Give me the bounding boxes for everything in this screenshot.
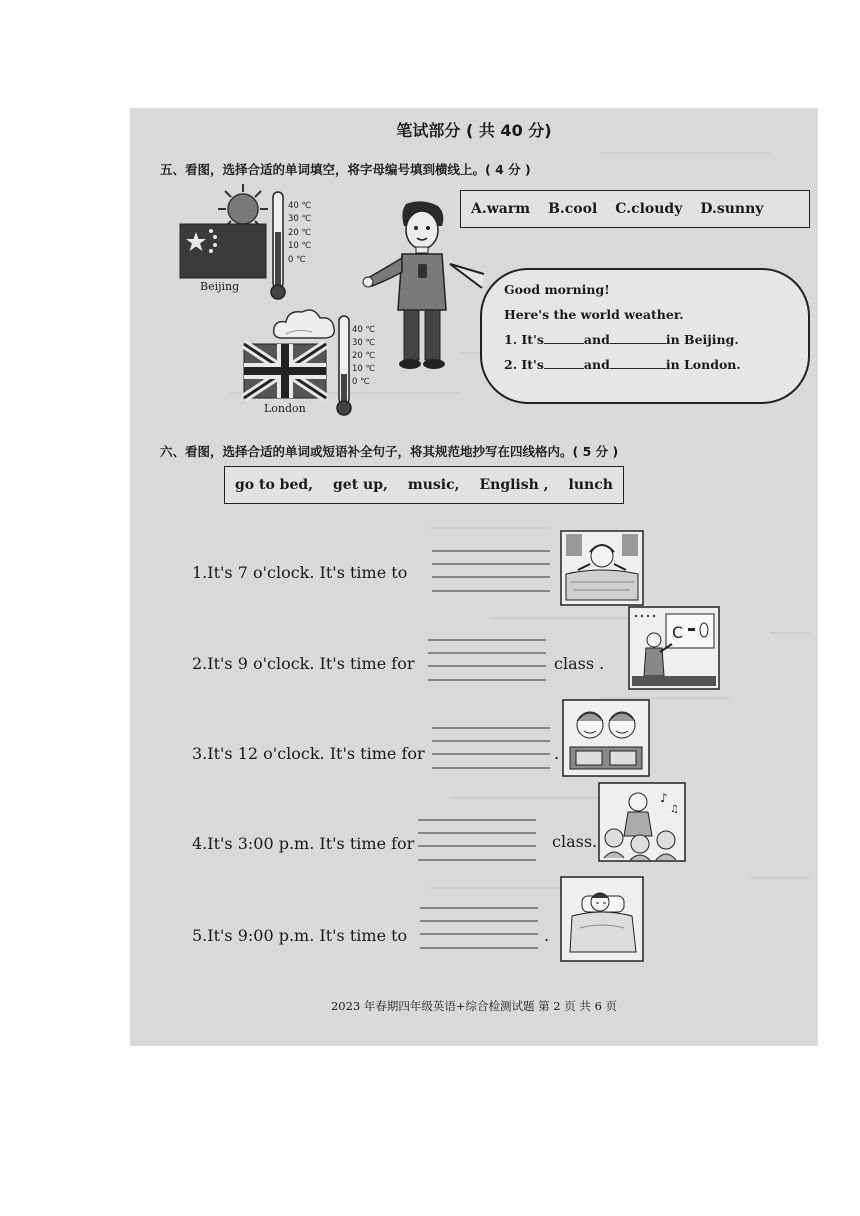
bubble-line-2: 2. It's and in London. (504, 357, 741, 372)
speech-bubble (480, 268, 810, 404)
option-b: B.cool (548, 201, 598, 217)
sentence-4-suffix: class. (552, 832, 598, 851)
page-footer: 2023 年春期四年级英语+综合检测试题 第 2 页 共 6 页 (330, 999, 618, 1013)
teacher-blackboard-icon (628, 606, 720, 690)
option-box (460, 190, 810, 228)
word-lunch: lunch (568, 477, 613, 493)
thermometer-scale-london: 40 ℃ 30 ℃ 20 ℃ 10 ℃ 0 ℃ (352, 325, 376, 387)
sentence-5-suffix: . (544, 926, 550, 945)
option-d: D.sunny (700, 201, 764, 217)
boy-sleeping-icon (560, 876, 644, 962)
four-line-grid-4[interactable] (418, 820, 536, 864)
svg-text:C: C (672, 623, 684, 642)
word-english: English , (479, 477, 549, 493)
word-go-to-bed: go to bed, (234, 477, 314, 493)
word-get-up: get up, (333, 477, 388, 493)
kids-eating-lunch-icon (562, 699, 650, 777)
uk-flag-icon (244, 344, 326, 398)
answer-blank-1b[interactable] (610, 343, 666, 344)
bubble-tail (448, 260, 488, 290)
music-class-icon (598, 782, 686, 862)
answer-blank-2b[interactable] (610, 368, 666, 369)
svg-text:♪: ♪ (660, 791, 668, 805)
sentence-4: 4.It's 3:00 p.m. It's time for (192, 834, 415, 853)
word-music: music, (407, 477, 460, 493)
page-title: 笔试部分 ( 共 40 分) (396, 121, 552, 140)
svg-text:♫: ♫ (670, 804, 679, 815)
china-flag-icon (180, 224, 266, 278)
four-line-grid-1[interactable] (432, 551, 550, 595)
city-label-london: London (264, 402, 306, 415)
thermometer-icon-london (336, 316, 352, 416)
four-line-grid-3[interactable] (432, 728, 550, 772)
boy-waking-up-icon (560, 530, 644, 606)
thermometer-scale-beijing: 40 ℃ 30 ℃ 20 ℃ 10 ℃ 0 ℃ (288, 201, 312, 265)
cloud-icon (272, 306, 336, 346)
sentence-2: 2.It's 9 o'clock. It's time for (192, 654, 415, 673)
bubble-line-1: 1. It's and in Beijing. (504, 332, 739, 347)
sentence-1: 1.It's 7 o'clock. It's time to (192, 563, 408, 582)
sentence-5: 5.It's 9:00 p.m. It's time to (192, 926, 408, 945)
section6-heading: 六、看图，选择合适的单词或短语补全句子，将其规范地抄写在四线格内。( 5 分 ) (160, 444, 619, 459)
option-a: A.warm (471, 201, 531, 217)
sentence-3-suffix: . (554, 744, 560, 763)
word-bank (224, 466, 624, 504)
sentence-3: 3.It's 12 o'clock. It's time for (192, 744, 425, 763)
answer-blank-1a[interactable] (544, 343, 584, 344)
four-line-grid-2[interactable] (428, 640, 546, 684)
section5-heading: 五、看图，选择合适的单词填空，将字母编号填到横线上。( 4 分 ) (160, 162, 531, 177)
answer-blank-2a[interactable] (544, 368, 584, 369)
sentence-2-suffix: class . (554, 654, 605, 673)
exam-page (130, 108, 818, 1046)
option-c: C.cloudy (615, 201, 683, 217)
bubble-greeting: Good morning! (504, 282, 610, 297)
city-label-beijing: Beijing (200, 280, 240, 293)
bubble-intro: Here's the world weather. (504, 307, 684, 322)
four-line-grid-5[interactable] (420, 908, 538, 952)
thermometer-icon-beijing (270, 192, 286, 302)
